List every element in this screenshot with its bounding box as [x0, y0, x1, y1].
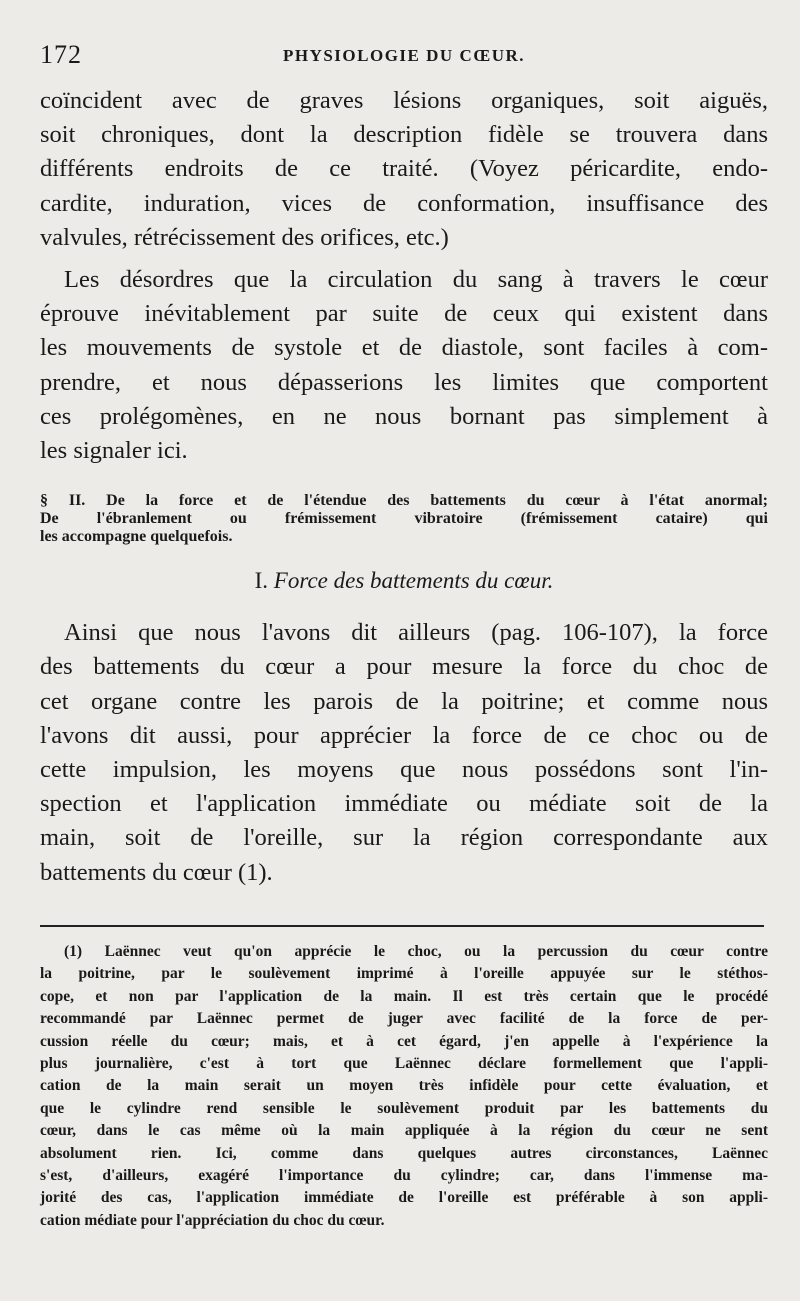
footnote-line: cation médiate pour l'appréciation du choc du cœur.	[40, 1211, 385, 1229]
text-line: cette impulsion, les moyens que nous possédons sont l'in-	[40, 756, 768, 784]
footnote-line: recommandé par Laënnec permet de juger avec facilité de la force de per-	[40, 1010, 768, 1028]
footnote-line: la poitrine, par le soulèvement imprimé à l'oreille appuyée sur le stéthos-	[40, 965, 768, 983]
text-line: l'avons dit aussi, pour apprécier la force de ce choc ou de	[40, 721, 768, 749]
footnote-line: s'est, d'ailleurs, exagéré l'importance du cylindre; car, dans l'immense ma-	[40, 1167, 768, 1185]
section-heading	[40, 492, 768, 546]
footnote-line: (1) Laënnec veut qu'on apprécie le choc, ou la percussion du cœur contre	[64, 943, 768, 960]
text-line: battements du cœur (1).	[40, 858, 273, 886]
page-number: 172	[40, 40, 82, 69]
text-line: main, soit de l'oreille, sur la région correspondante aux	[40, 824, 768, 852]
footnote-line: cussion réelle du cœur; mais, et à cet égard, j'en appelle à l'expérience la	[40, 1032, 768, 1050]
text-line: valvules, rétrécissement des orifices, etc.)	[40, 223, 449, 251]
text-line: Les désordres que la circulation du sang à travers le cœur	[64, 266, 768, 294]
text-line: soit chroniques, dont la description fidèle se trouvera dans	[40, 121, 768, 149]
section-line: § II. De la force et de l'étendue des battements du cœur à l'état anormal;	[40, 492, 768, 510]
subsection-number: I.	[254, 568, 269, 594]
section-line: De l'ébranlement ou frémissement vibratoire (frémissement cataire) qui	[40, 510, 768, 528]
running-title: PHYSIOLOGIE DU CŒUR.	[282, 46, 526, 65]
footnote-line: plus journalière, c'est à tort que Laënnec déclare formellement que l'appli-	[40, 1055, 768, 1073]
text-line: les signaler ici.	[40, 437, 188, 465]
text-line: les mouvements de systole et de diastole, sont faciles à com-	[40, 334, 768, 362]
footnote-line: jorité des cas, l'application immédiate de l'oreille est préférable à son appli-	[40, 1189, 768, 1207]
footnote-line: que le cylindre rend sensible le soulèvement produit par les battements du	[40, 1099, 768, 1117]
footnote-line: cope, et non par l'application de la main. Il est très certain que le procédé	[40, 987, 768, 1005]
paragraph-3	[40, 616, 768, 890]
text-line: des battements du cœur a pour mesure la force du choc de	[40, 653, 768, 681]
footnote-line: cation de la main serait un moyen très infidèle pour cette évaluation, et	[40, 1077, 768, 1095]
body-text	[40, 84, 768, 890]
footnote-rule	[40, 925, 764, 927]
text-line: ces prolégomènes, en ne nous bornant pas simplement à	[40, 402, 768, 430]
footnote-line: absolument rien. Ici, comme dans quelques autres circonstances, Laënnec	[40, 1144, 768, 1162]
text-line: cet organe contre les parois de la poitrine; et comme nous	[40, 687, 768, 715]
page-header	[40, 40, 768, 74]
paragraph-1	[40, 84, 768, 255]
text-line: coïncident avec de graves lésions organiques, soit aiguës,	[40, 87, 768, 114]
text-line: Ainsi que nous l'avons dit ailleurs (pag. 106-107), la force	[64, 619, 768, 647]
text-line: prendre, et nous dépasserions les limites que comportent	[40, 368, 768, 396]
section-line: les accompagne quelquefois.	[40, 528, 233, 546]
text-line: cardite, induration, vices de conformation, insuffisance des	[40, 189, 768, 217]
text-line: éprouve inévitablement par suite de ceux qui existent dans	[40, 300, 768, 328]
footnote-line: cœur, dans le cas même où la main appliquée à la région du cœur ne sent	[40, 1122, 768, 1140]
text-line: spection et l'application immédiate ou médiate soit de la	[40, 790, 768, 818]
subsection-title	[40, 568, 768, 594]
footnote	[40, 941, 768, 1232]
text-line: différents endroits de ce traité. (Voyez péricardite, endo-	[40, 155, 768, 183]
subsection-title-text: Force des battements du cœur.	[273, 568, 554, 594]
paragraph-2	[40, 263, 768, 468]
